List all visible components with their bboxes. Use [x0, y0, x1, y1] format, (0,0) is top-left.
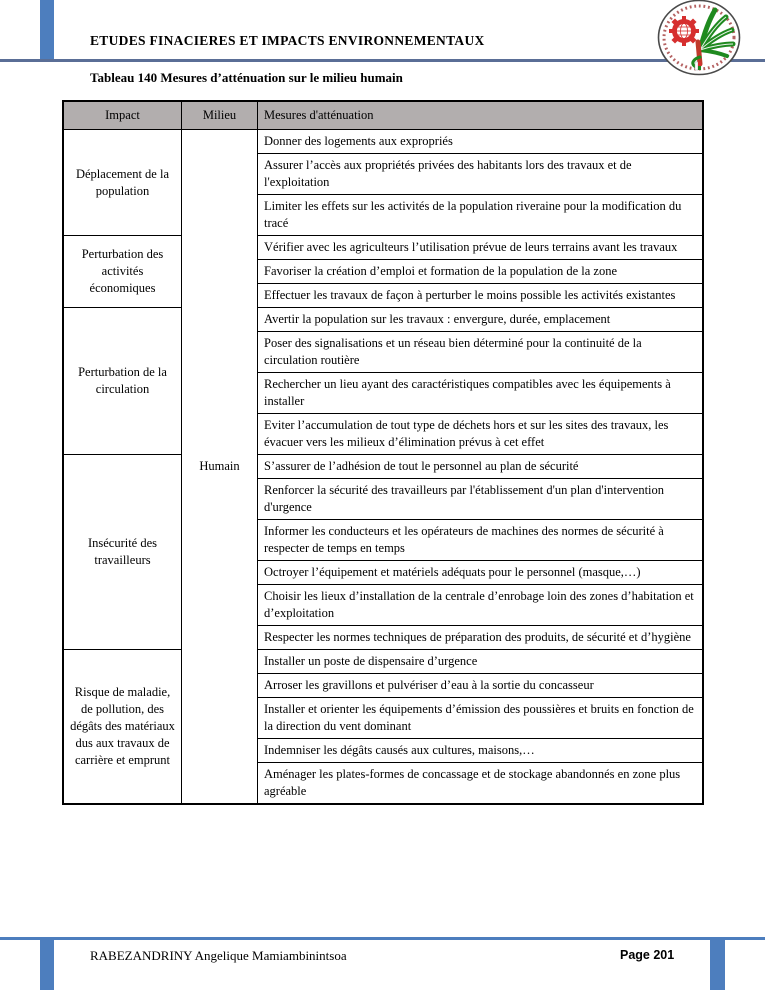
footer-author: RABEZANDRINY Angelique Mamiambinintsoa [90, 948, 347, 963]
flag-icon [695, 62, 701, 70]
measure-cell: Effectuer les travaux de façon à perturber le moins possible les activités existantes [258, 284, 704, 308]
measure-cell: Informer les conducteurs et les opérateurs de machines des normes de sécurité à respecter de temps en temps [258, 520, 704, 561]
header-rule [0, 59, 765, 62]
measure-cell: Donner des logements aux expropriés [258, 130, 704, 154]
mitigation-table [62, 100, 704, 805]
measure-cell: S’assurer de l’adhésion de tout le personnel au plan de sécurité [258, 455, 704, 479]
impact-cell: Déplacement de la population [63, 130, 182, 236]
mitigation-table-body [63, 130, 703, 805]
footer-rule [0, 937, 765, 940]
column-header-measures: Mesures d'atténuation [258, 101, 704, 130]
measure-cell: Renforcer la sécurité des travailleurs par l'établissement d'un plan d'intervention d'urgence [258, 479, 704, 520]
measure-cell: Favoriser la création d’emploi et formation de la population de la zone [258, 260, 704, 284]
measure-cell: Assurer l’accès aux propriétés privées des habitants lors des travaux et de l'exploitation [258, 154, 704, 195]
milieu-cell: Humain [182, 130, 258, 805]
table-header-row [63, 101, 703, 130]
measure-cell: Indemniser les dégâts causés aux cultures, maisons,… [258, 739, 704, 763]
measure-cell: Limiter les effets sur les activités de la population riveraine pour la modification du tracé [258, 195, 704, 236]
column-header-impact: Impact [63, 101, 182, 130]
table-caption: Tableau 140 Mesures d’atténuation sur le milieu humain [90, 70, 403, 85]
stem-icon [698, 42, 700, 64]
table-row [63, 455, 703, 479]
top-accent-bar [40, 0, 54, 60]
table-row [63, 308, 703, 332]
measure-cell: Eviter l’accumulation de tout type de déchets hors et sur les sites des travaux, les évacuer vers les milieux d’élimination prévus à cet effet [258, 414, 704, 455]
impact-cell: Perturbation des activités économiques [63, 236, 182, 308]
table-row [63, 130, 703, 154]
footer-accent-bar-left [40, 937, 54, 990]
gear-icon [669, 16, 699, 46]
measure-cell: Choisir les lieux d’installation de la centrale d’enrobage loin des zones d’habitation et d’exploitation [258, 585, 704, 626]
table-header [63, 101, 703, 130]
measure-cell: Installer un poste de dispensaire d’urgence [258, 650, 704, 674]
measure-cell: Octroyer l’équipement et matériels adéquats pour le personnel (masque,…) [258, 561, 704, 585]
university-logo-icon [657, 0, 741, 77]
measure-cell: Poser des signalisations et un réseau bien déterminé pour la continuité de la circulation routière [258, 332, 704, 373]
footer-page-number: Page 201 [620, 948, 675, 962]
measure-cell: Rechercher un lieu ayant des caractéristiques compatibles avec les équipements à installer [258, 373, 704, 414]
impact-cell: Insécurité des travailleurs [63, 455, 182, 650]
measure-cell: Arroser les gravillons et pulvériser d’eau à la sortie du concasseur [258, 674, 704, 698]
measure-cell: Respecter les normes techniques de préparation des produits, de sécurité et d’hygiène [258, 626, 704, 650]
page-header-title: ETUDES FINACIERES ET IMPACTS ENVIRONNEMENTAUX [90, 33, 485, 48]
measure-cell: Vérifier avec les agriculteurs l’utilisation prévue de leurs terrains avant les travaux [258, 236, 704, 260]
table-row [63, 650, 703, 674]
impact-cell: Risque de maladie, de pollution, des dégâts des matériaux dus aux travaux de carrière et emprunt [63, 650, 182, 805]
measure-cell: Avertir la population sur les travaux : envergure, durée, emplacement [258, 308, 704, 332]
footer-accent-bar-right [710, 937, 725, 990]
table-row [63, 236, 703, 260]
impact-cell: Perturbation de la circulation [63, 308, 182, 455]
column-header-milieu: Milieu [182, 101, 258, 130]
measure-cell: Installer et orienter les équipements d’émission des poussières et bruits en fonction de la direction du vent dominant [258, 698, 704, 739]
measure-cell: Aménager les plates-formes de concassage et de stockage abandonnés en zone plus agréable [258, 763, 704, 805]
university-logo-svg [657, 0, 741, 77]
